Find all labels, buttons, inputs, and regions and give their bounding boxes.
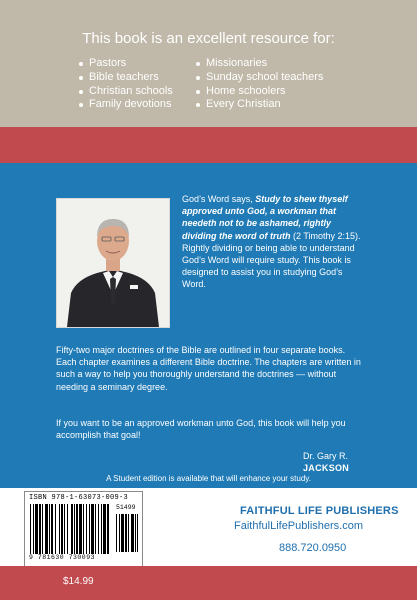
publisher-name: FAITHFUL LIFE PUBLISHERS <box>240 505 399 517</box>
list-item: Home schoolers <box>196 85 323 99</box>
book-price: $14.99 <box>63 576 94 587</box>
list-item: Christian schools <box>79 85 173 99</box>
ean-barcode-icon <box>30 504 110 554</box>
price-barcode-icon <box>116 514 138 552</box>
isbn-label: ISBN 978-1-63073-009-3 <box>29 494 129 502</box>
author-photo <box>56 198 170 328</box>
barcode-block <box>24 491 143 567</box>
red-divider-band <box>0 127 417 163</box>
ean-number: 9 781630 730093 <box>29 554 96 561</box>
price-code-label: 51499 <box>116 504 136 511</box>
list-item: Sunday school teachers <box>196 71 323 85</box>
author-portrait-image <box>57 199 169 327</box>
list-item: Missionaries <box>196 57 323 71</box>
publisher-phone: 888.720.0950 <box>279 542 347 554</box>
list-item: Family devotions <box>79 98 173 112</box>
list-item: Every Christian <box>196 98 323 112</box>
goal-paragraph: If you want to be an approved workman unto God, this book will help you accomplish that goal! <box>56 418 346 441</box>
scripture-quote: Study to shew thyself approved unto God, a workman that needeth not to be ashamed, rightly dividing the word of truth <box>182 194 348 241</box>
resource-title: This book is an excellent resource for: <box>82 30 335 47</box>
publisher-website: FaithfulLifePublishers.com <box>234 520 364 532</box>
audience-list-left <box>79 57 173 112</box>
blurb-intro: God’s Word says, <box>182 194 256 204</box>
author-signature <box>303 450 349 474</box>
author-first-name: Dr. Gary R. <box>303 451 349 461</box>
blurb-rest: (2 Timothy 2:15). Rightly dividing or being able to understand God’s Word will require study. This book is designed to assist you in studying God’s Word. <box>182 230 361 290</box>
list-item: Bible teachers <box>79 71 173 85</box>
doctrine-paragraph: Fifty-two major doctrines of the Bible are outlined in four separate books. Each chapter examines a different Bible doctrine. The chapters are written in such a way to help you thoroughly understand the doctrines — without needing a seminary degree. <box>56 345 361 392</box>
top-panel <box>0 0 417 127</box>
scripture-blurb <box>182 193 362 291</box>
student-edition-note: A Student edition is available that will enhance your study. <box>106 474 311 483</box>
audience-list-right <box>196 57 323 112</box>
list-item: Pastors <box>79 57 173 71</box>
author-last-name: JACKSON <box>303 463 350 473</box>
